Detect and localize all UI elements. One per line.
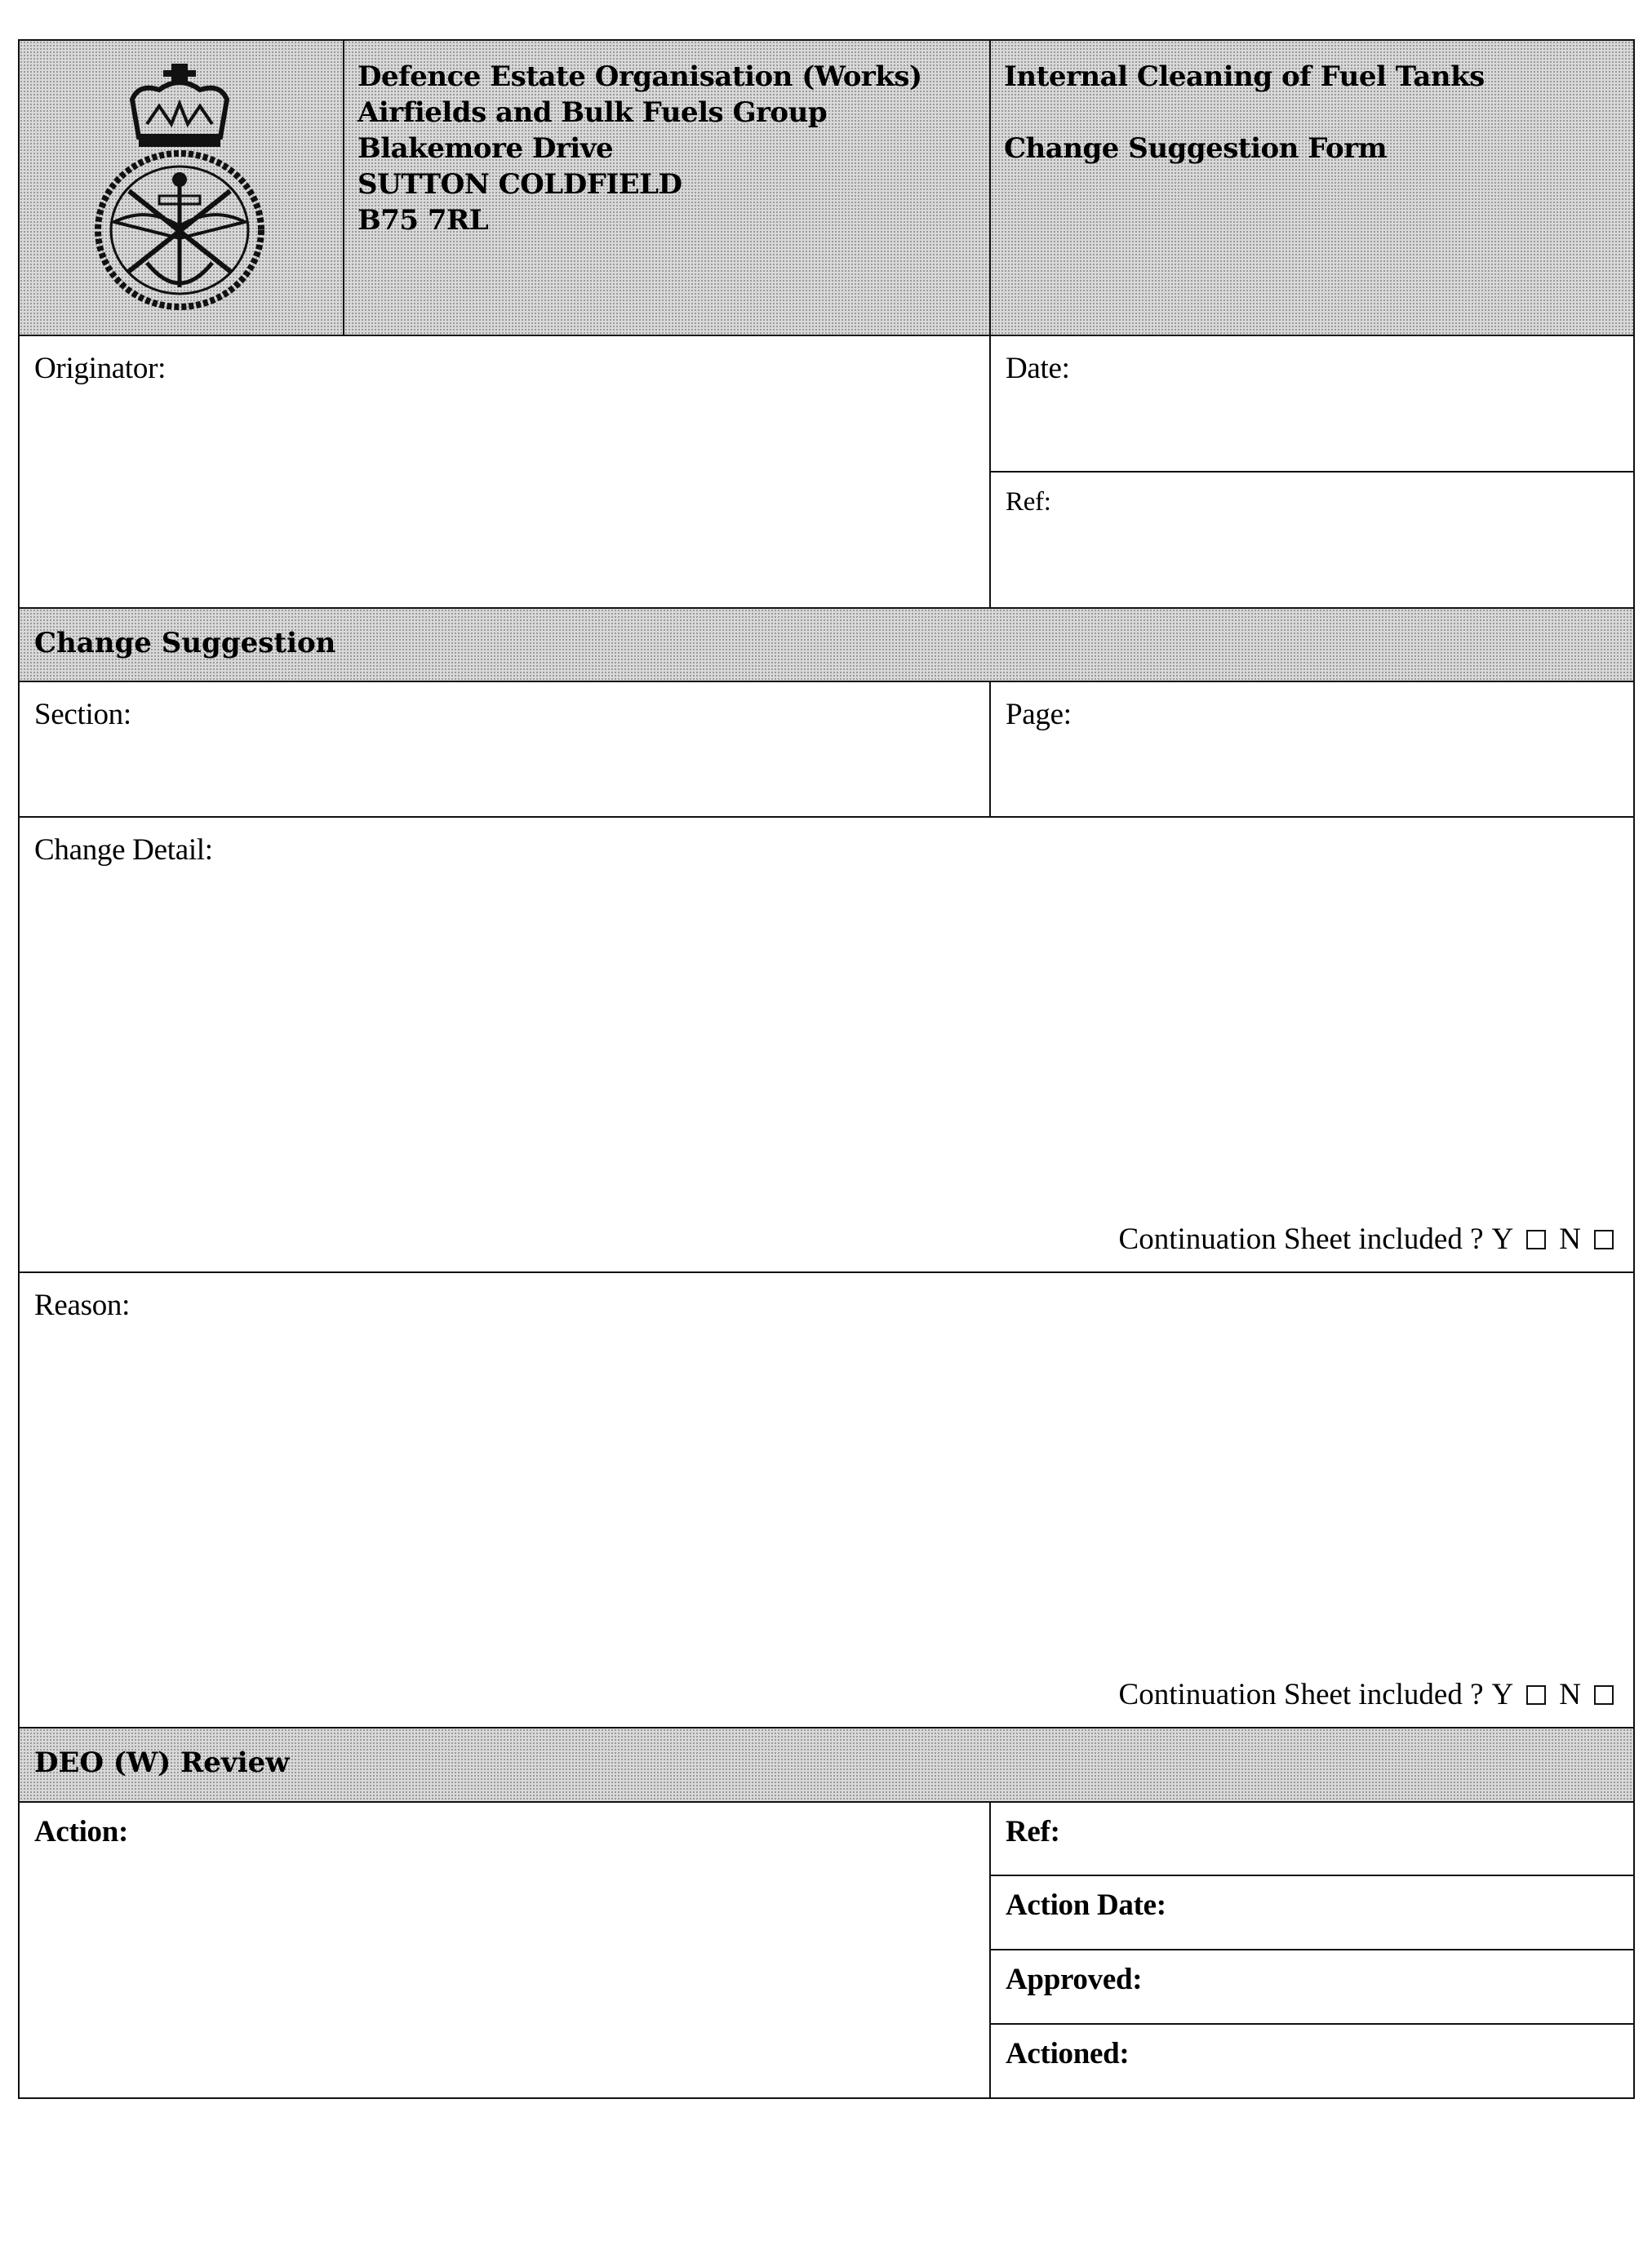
yes-checkbox[interactable] bbox=[1526, 1685, 1546, 1705]
page-label: Page: bbox=[1006, 698, 1072, 731]
form-title: Change Suggestion Form bbox=[1004, 132, 1388, 165]
change-detail-label: Change Detail: bbox=[34, 833, 213, 867]
continuation-question: Continuation Sheet included ? bbox=[1118, 1223, 1484, 1256]
change-suggestion-form bbox=[18, 39, 1635, 2099]
change-suggestion-heading: Change Suggestion bbox=[34, 627, 336, 659]
continuation-question: Continuation Sheet included ? bbox=[1118, 1678, 1484, 1711]
action-date-field[interactable] bbox=[989, 1875, 1633, 1949]
org-name: Defence Estate Organisation (Works) bbox=[357, 60, 922, 93]
approved-field[interactable] bbox=[989, 1949, 1633, 2023]
originator-field[interactable] bbox=[20, 335, 989, 607]
review-heading: DEO (W) Review bbox=[34, 1746, 290, 1779]
no-checkbox[interactable] bbox=[1594, 1230, 1614, 1249]
header-title-cell bbox=[989, 41, 1633, 335]
change-detail-continuation bbox=[1119, 1222, 1619, 1257]
org-postcode: B75 7RL bbox=[357, 204, 489, 237]
action-date-label: Action Date: bbox=[1006, 1888, 1166, 1922]
change-suggestion-band bbox=[20, 607, 1633, 681]
change-detail-field[interactable] bbox=[20, 816, 1633, 1271]
ref-label: Ref: bbox=[1006, 487, 1051, 517]
section-field[interactable] bbox=[20, 681, 989, 816]
org-town: SUTTON COLDFIELD bbox=[357, 168, 682, 201]
page-field[interactable] bbox=[989, 681, 1633, 816]
date-label: Date: bbox=[1006, 352, 1070, 385]
org-street: Blakemore Drive bbox=[357, 132, 614, 165]
review-ref-field[interactable] bbox=[989, 1801, 1633, 1875]
action-label: Action: bbox=[34, 1815, 129, 1848]
org-group: Airfields and Bulk Fuels Group bbox=[357, 96, 828, 129]
yes-checkbox[interactable] bbox=[1526, 1230, 1546, 1249]
section-label: Section: bbox=[34, 698, 131, 731]
actioned-label: Actioned: bbox=[1006, 2037, 1130, 2070]
document-title: Internal Cleaning of Fuel Tanks bbox=[1004, 60, 1485, 93]
no-checkbox[interactable] bbox=[1594, 1685, 1614, 1705]
actioned-field[interactable] bbox=[989, 2023, 1633, 2097]
no-label: N bbox=[1559, 1678, 1581, 1711]
ref-field[interactable] bbox=[989, 471, 1633, 607]
no-label: N bbox=[1559, 1223, 1581, 1256]
approved-label: Approved: bbox=[1006, 1963, 1143, 1996]
date-field[interactable] bbox=[989, 335, 1633, 471]
reason-continuation bbox=[1119, 1677, 1619, 1712]
review-ref-label: Ref: bbox=[1006, 1815, 1060, 1848]
originator-label: Originator: bbox=[34, 352, 167, 385]
action-field[interactable] bbox=[20, 1801, 989, 2097]
reason-label: Reason: bbox=[34, 1289, 131, 1322]
review-band bbox=[20, 1727, 1633, 1801]
tri-service-crest-icon bbox=[82, 59, 278, 312]
yes-label: Y bbox=[1491, 1678, 1514, 1711]
header-logo-cell bbox=[20, 41, 343, 335]
header-address-cell bbox=[343, 41, 989, 335]
yes-label: Y bbox=[1491, 1223, 1514, 1256]
reason-field[interactable] bbox=[20, 1271, 1633, 1727]
